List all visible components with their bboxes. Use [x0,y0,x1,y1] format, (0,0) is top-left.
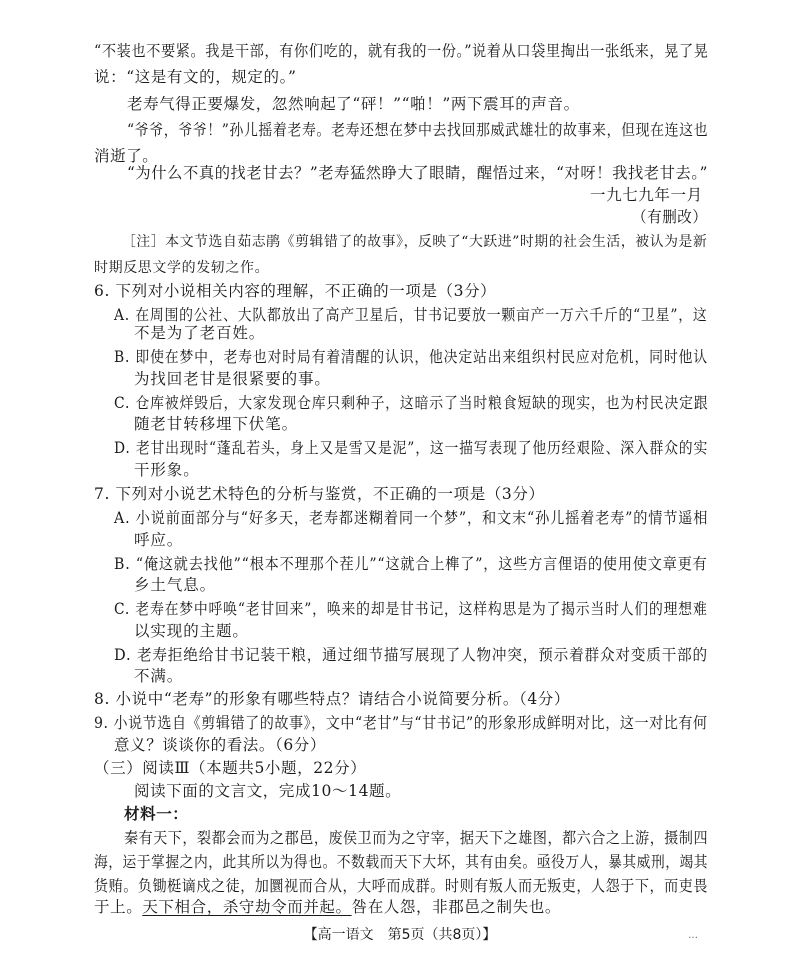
question-6-option-d-line-2: 干形象。 [134,461,200,479]
question-7-option-c-line-1: C. 老寿在梦中呼唤“老甘回来”，唤来的却是甘书记，这样构思是为了揭示当时人们的理想难 [114,600,708,618]
question-6-option-a-line-1: A. 在周围的公社、大队都放出了高产卫星后，甘书记要放一颗亩产一万六千斤的“卫星”，这 [114,306,708,324]
classical-text-line-3: 货贿。负锄梃谪戍之徒，加圜视而合从，大呼而成群。时则有叛人而无叛吏，人怨于下，而吏畏 [94,877,708,895]
story-line-2: 说：“这是有文的，规定的。” [94,68,297,86]
question-6-option-c-line-2: 随老甘转移埋下伏笔。 [134,415,299,433]
question-7-option-b-line-2: 乡土气息。 [134,576,217,594]
story-line-1: “不装也不要紧。我是干部，有你们吃的，就有我的一份。”说着从口袋里掏出一张纸来，晃了晃 [94,42,709,60]
question-8: 8. 小说中“老寿”的形象有哪些特点？请结合小说简要分析。（4分） [94,690,570,708]
question-6-option-d-line-1: D. 老甘出现时“蓬乱若头，身上又是雪又是泥”，这一描写表现了他历经艰险、深入群众的实 [114,439,709,457]
story-line-3: 老寿气得正要爆发，忽然响起了“砰！”“啪！”两下震耳的声音。 [127,95,580,113]
classical-text-line-4-end: 咎在人怨，非郡邑之制失也。 [351,898,561,916]
story-line-6: “为什么不真的找老甘去？”老寿猛然睁大了眼睛，醒悟过来，“对呀！我找老甘去。” [127,164,709,182]
question-6-option-c-line-1: C. 仓库被烊毁后，大家发现仓库只剩种子，这暗示了当时粮食短缺的现实，也为村民决定跟 [114,394,709,412]
classical-text-line-4-start: 于上。 [94,898,143,916]
story-date: 一九七九年一月 [590,186,703,204]
underlined-sentence: 天下相合，杀守劫令而并起。 [142,898,352,916]
story-annotation-line-1: ［注］本文节选自茹志鹃《剪辑错了的故事》，反映了“大跃进”时期的社会生活，被认为是新 [122,234,708,250]
story-edit-note: （有删改） [632,208,708,226]
classical-text-line-4 [94,897,561,917]
question-7-option-a-line-1: A. 小说前面部分与“好多天，老寿都迷糊着同一个梦”，和文末“孙儿摇着老寿”的情节遥相 [114,509,709,527]
question-9-line-1: 9. 小说节选自《剪辑错了的故事》，文中“老甘”与“甘书记”的形象形成鲜明对比，这一对比有何 [94,714,708,732]
question-6-option-b-line-2: 为找回老甘是很紧要的事。 [134,370,331,388]
question-7-option-c-line-2: 以实现的主题。 [134,622,249,640]
story-line-5: 消逝了。 [94,147,159,165]
story-annotation-line-2: 时期反思文学的发轫之作。 [94,260,270,276]
question-9-line-2: 意义？谈谈你的看法。（6分） [114,736,327,754]
question-7-option-a-line-2: 呼应。 [134,531,184,549]
question-7-option-d-line-2: 不满。 [134,667,184,685]
page-footer: 【高一语文 第5页（共8页）】 [303,927,497,943]
question-7-option-b-line-1: B. “俺这就去找他”“根本不理那个茬儿”“这就合上榫了”，这些方言俚语的使用使文章更有 [114,555,708,573]
question-7-option-d-line-1: D. 老寿拒绝给甘书记装干粮，通过细节描写展现了人物冲突，预示着群众对变质干部的 [114,646,708,664]
footer-corner-mark: … [688,930,698,941]
question-6-option-b-line-1: B. 即使在梦中，老寿也对时局有着清醒的认识，他决定站出来组织村民应对危机，同时他认 [114,348,708,366]
section-3-instruction: 阅读下面的文言文，完成10～14题。 [134,782,402,800]
section-3-heading: （三）阅读Ⅲ（本题共5小题，22分） [94,759,367,777]
question-6-stem: 6. 下列对小说相关内容的理解，不正确的一项是（3分） [94,282,497,300]
classical-text-line-1: 秦有天下，裂都会而为之郡邑，废侯卫而为之守宰，据天下之雄图，都六合之上游，摄制四 [124,829,709,847]
question-6-option-a-line-2: 不是为了老百姓。 [134,324,266,342]
classical-text-line-2: 海，运于掌握之内，此其所以为得也。不数载而天下大坏，其有由矣。亟役万人，暴其威刑，竭其 [94,853,709,871]
story-line-4: “爷爷，爷爷！”孙儿摇着老寿。老寿还想在梦中去找回那威武雄壮的故事来，但现在连这也 [127,121,709,139]
question-7-stem: 7. 下列对小说艺术特色的分析与鉴赏，不正确的一项是（3分） [94,485,545,503]
material-1-label: 材料一： [124,804,189,823]
